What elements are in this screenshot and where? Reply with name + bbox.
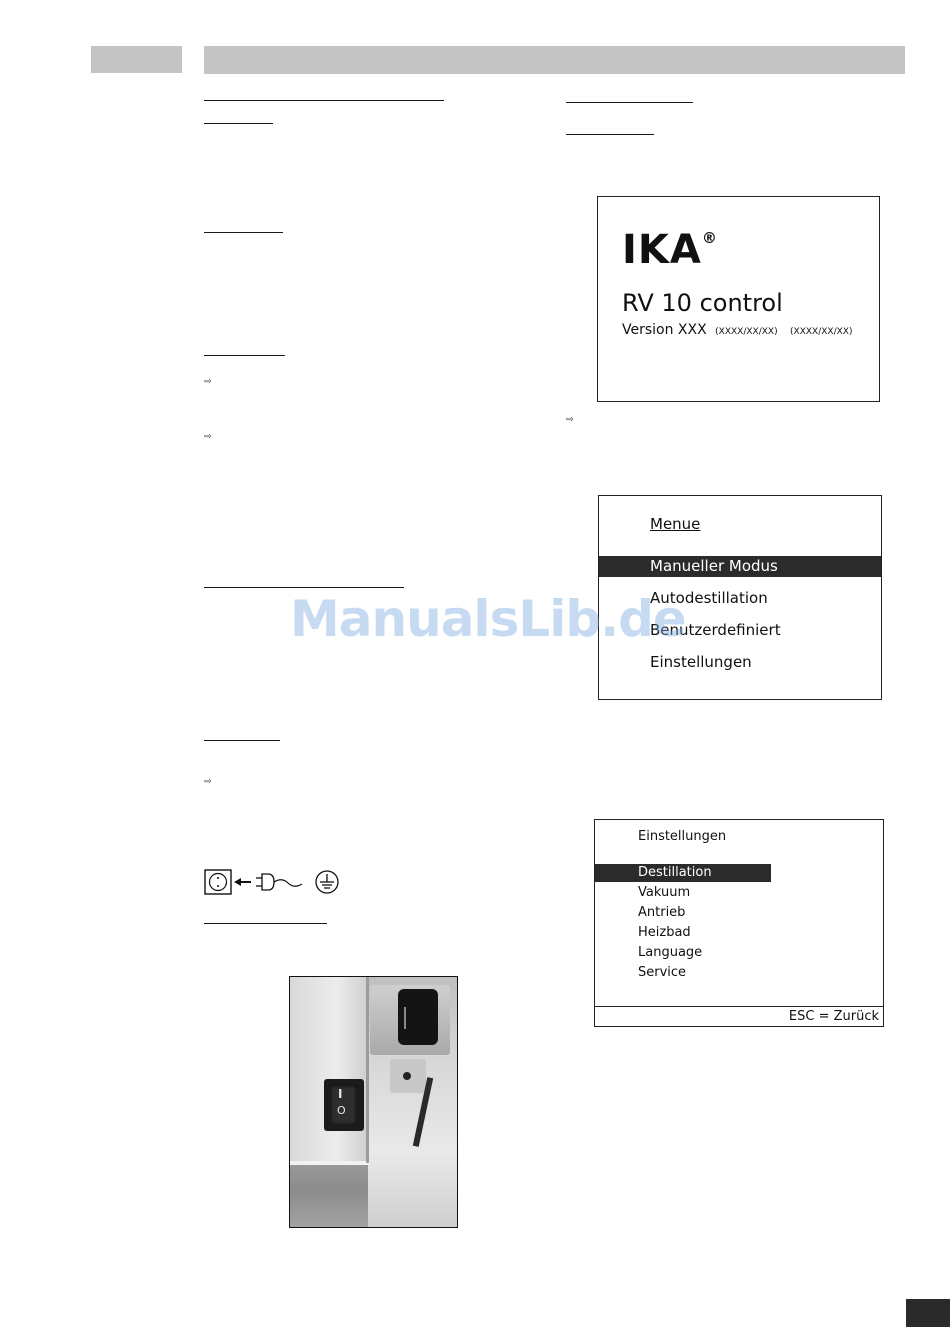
settings-item-language[interactable]: Language — [638, 945, 703, 960]
section-subheading-rule — [204, 123, 273, 124]
settings-item-heizbad[interactable]: Heizbad — [638, 925, 691, 940]
section-heading-rule — [204, 587, 404, 588]
earth-ground-icon — [316, 871, 338, 893]
bullet-arrow-icon: ⇨ — [204, 377, 212, 387]
header-tab-left — [91, 46, 182, 73]
section-heading-rule — [204, 100, 444, 101]
bullet-arrow-icon: ⇨ — [204, 432, 212, 442]
registered-mark: ® — [701, 229, 718, 247]
bullet-arrow-icon: ⇨ — [204, 777, 212, 787]
menu-item-benutzerdefiniert[interactable]: Benutzerdefiniert — [650, 621, 781, 639]
device-base-edge — [290, 1161, 370, 1165]
brand-logo — [622, 227, 718, 273]
model-name: RV 10 control — [622, 289, 783, 317]
menu-item-autodestillation[interactable]: Autodestillation — [650, 589, 768, 607]
version-date-2: (XXXX/XX/XX) — [790, 327, 853, 337]
arrow-left-icon — [234, 878, 251, 886]
plug-icon — [256, 874, 302, 890]
settings-item-service[interactable]: Service — [638, 965, 687, 980]
splash-screen — [597, 196, 880, 402]
menu-item-einstellungen[interactable]: Einstellungen — [650, 653, 752, 671]
section-subheading-rule — [566, 134, 654, 135]
menu-title: Menue — [650, 515, 701, 533]
settings-item-destillation[interactable]: Destillation — [638, 865, 712, 880]
version-date-1: (XXXX/XX/XX) — [715, 327, 778, 337]
settings-footer: ESC = Zurück — [788, 1009, 879, 1024]
version-line — [622, 322, 852, 338]
brand-text: IKA — [622, 227, 702, 273]
socket-icon — [205, 870, 231, 894]
switch-off-mark: O — [337, 1104, 346, 1117]
section-heading-rule — [566, 102, 693, 103]
device-photo — [289, 976, 458, 1228]
settings-item-antrieb[interactable]: Antrieb — [638, 905, 686, 920]
page-corner-tab — [906, 1299, 950, 1327]
version-text: Version XXX — [622, 322, 707, 338]
valve-port — [403, 1072, 411, 1080]
valve-label — [404, 1007, 434, 1029]
power-symbols — [204, 869, 344, 895]
section-subheading-rule — [204, 740, 280, 741]
section-heading-rule — [204, 923, 327, 924]
settings-item-vakuum[interactable]: Vakuum — [638, 885, 691, 900]
settings-title: Einstellungen — [638, 829, 727, 844]
section-subheading-rule — [204, 232, 283, 233]
switch-on-mark: I — [338, 1087, 343, 1101]
settings-screen — [594, 819, 884, 1027]
bullet-arrow-icon: ⇨ — [566, 415, 574, 425]
section-subheading-rule — [204, 355, 285, 356]
watermark: ManualsLib.de — [290, 590, 686, 648]
device-base — [290, 1163, 368, 1228]
housing-edge — [366, 977, 369, 1163]
menu-item-manueller-modus[interactable]: Manueller Modus — [650, 557, 778, 575]
settings-footer-rule — [595, 1006, 883, 1007]
header-bar — [204, 46, 905, 74]
